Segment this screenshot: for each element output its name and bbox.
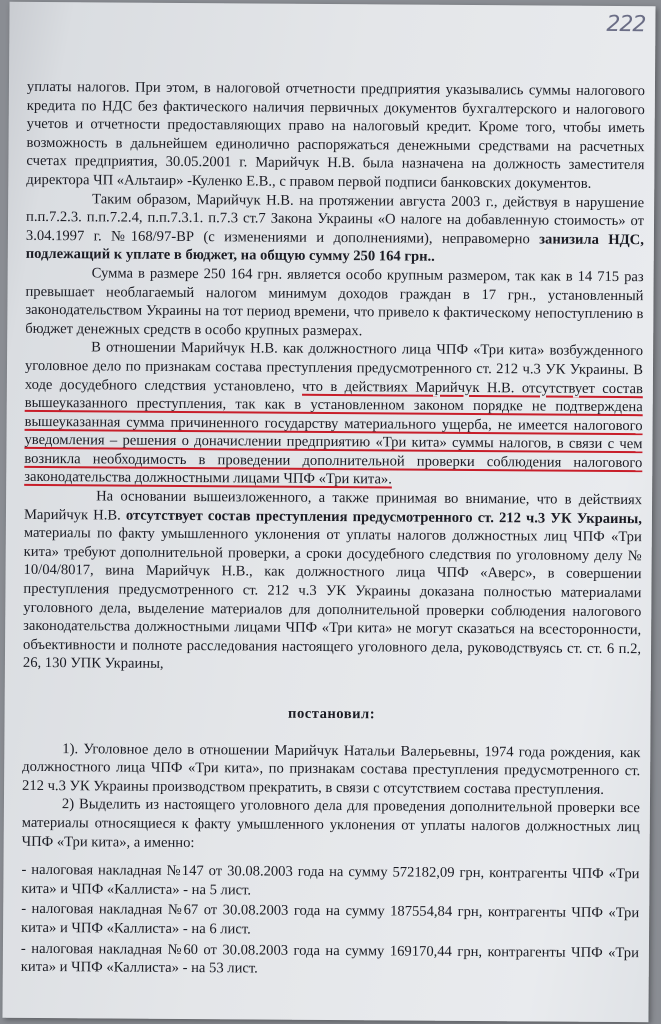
document-body xyxy=(21,78,645,983)
document-page xyxy=(2,2,655,1022)
red-underlined-passage: что в действиях Марийчук Н.В. отсутствует состав вышеуказанного преступления, так как в установленном законом порядке не подтверждена вышеуказанная сумма причиненного государству материального ущерба, не имеется налогового уведомления – решения о доначислении предприятию «Три кита» суммы налогов, в связи с чем возникла необходимость в проведении дополнительной проверки соблюдения налогового законодательства должностными лицами ЧПФ «Три кита». xyxy=(24,378,643,488)
page-number: 222 xyxy=(606,11,646,38)
paragraph-especially-large-amount: Сумма в размере 250 164 грн. является особо крупным размером, так как в 14 715 раз превышает необлагаемый налогом минимум доходов граждан в 17 грн., установленный законодательством Украины на тот период времени, что привело к фактическому непоступлению в бюджет денежных средств в особо крупных размерах. xyxy=(25,265,644,339)
resolution-item-1: 1). Уголовное дело в отношении Марийчук Натальи Валерьевны, 1974 года рождения, как должностного лица ЧПФ «Три кита», по признакам состава преступления предусмотренного ст. 212 ч.3 УК Украины производством прекратить, в связи с отсутствием состава преступления. xyxy=(22,740,641,798)
resolution-heading: постановил: xyxy=(288,705,376,723)
vat-amount-bold: занизила НДС, подлежащий к уплате в бюджет, на общую сумму 250 164 грн.. xyxy=(25,231,644,266)
invoice-list xyxy=(21,861,640,981)
paragraph-text: материалы по факту умышленного уклонения от уплаты налогов должностных лиц ЧПФ «Три кита» требуют дополнительной проверки, а сроки досудебного следствия по уголовному делу № 10/04/8017, вина Марийчук Н.В., как должностного лица ЧПФ «Аверс», в совершении преступления предусмотренного ст. 212 ч.3 УК Украины доказана полностью материалами уголовного дела, выделение материалов для дополнительной проверки соблюдения налогового законодательства должностными лицами ЧПФ «Три кита» не могут сказаться на всесторонности, объективности и полноте расследования настоящего уголовного дела, руководствуясь ст. ст. 6 п.2, 26, 130 УПК Украины, xyxy=(22,525,642,673)
paragraph-text: В отношении Марийчук Н.В. как должностного лица ЧПФ «Три кита» возбужденного уголовное дело по признакам состава преступления предусмотренного ст. 212 ч.3 УК Украины. В ходе досудебного следствия установлено, xyxy=(24,339,644,395)
paragraph-vat-understated xyxy=(26,189,645,268)
paragraph-text: На основании вышеизложенного, а также принимая во внимание, что в действиях Марийчук Н.В. xyxy=(23,488,643,524)
paragraph-text: Таким образом, Марийчук Н.В. на протяжении августа 2003 г., действуя в нарушение п.п.7.2.3. п.п.7.2.4, п.п.7.3.1. п.7.3 ст.7 Закона Украины «О налоге на добавленную стоимость» от 3.04.1997 г. №168/97-ВР (с изменениями и дополнениями), неправомерно xyxy=(25,190,645,248)
invoice-item: - налоговая накладная №147 от 30.08.2003 года на сумму 572182,09 грн, контрагенты ЧПФ «Три кита» и ЧПФ «Каллиста» - на 5 лист. xyxy=(21,862,640,899)
invoice-item: - налоговая накладная №60 от 30.08.2003 года на сумму 169170,44 грн, контрагенты ЧПФ «Три кита» и ЧПФ «Каллиста» - на 53 лист. xyxy=(20,940,639,977)
no-crime-bold: отсутствует состав преступления предусмотренного ст. 212 ч.3 УК Украины, xyxy=(125,507,643,527)
invoice-item: - налоговая накладная №67 от 30.08.2003 года на сумму 187554,84 грн, контрагенты ЧПФ «Три кита» и ЧПФ «Каллиста» - на 6 лист. xyxy=(21,901,640,938)
paragraph-tax-reporting: уплаты налогов. При этом, в налоговой отчетности предприятия указывались суммы налогового кредита по НДС без фактического наличия первичных документов бухгалтерского и налогового учетов и отчетности предоставляющих право на налоговый кредит. Кроме того, чтобы иметь возможность в дальнейшем единолично распоряжаться денежными средствами на расчетных счетах предприятия, 30.05.2001 г. Марийчук Н.В. была назначена на должность заместителя директора ЧП «Альтаир» -Куленко Е.В., с правом первой подписи банковских документов. xyxy=(26,78,646,192)
resolution-item-2: 2) Выделить из настоящего уголовного дела для проведения дополнительной проверки все материалы относящиеся к факту умышленного уклонения от уплаты налогов должностных лиц ЧПФ «Три кита», а именно: xyxy=(21,796,640,851)
paragraph-grounds xyxy=(23,487,642,677)
paragraph-investigation xyxy=(24,338,643,491)
